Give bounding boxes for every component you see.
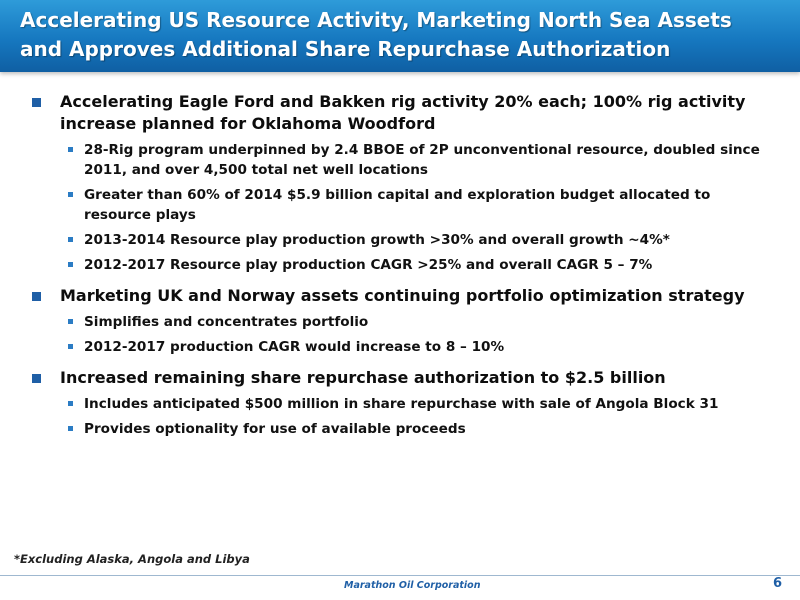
sub-bullet-text: 2013-2014 Resource play production growth >30% and overall growth ~4%* — [84, 232, 670, 248]
sub-bullet-item — [0, 312, 800, 332]
sub-bullet-item — [0, 394, 800, 414]
square-bullet-icon — [32, 374, 41, 383]
slide-title: Accelerating US Resource Activity, Marketing North Sea Assets and Approves Additional Share Repurchase Authorization — [20, 8, 732, 61]
title-banner — [0, 0, 800, 72]
small-square-bullet-icon — [68, 401, 73, 406]
footer-company-name: Marathon Oil Corporation — [344, 580, 481, 591]
small-square-bullet-icon — [68, 237, 73, 242]
sub-bullet-item — [0, 230, 800, 250]
bullet-group-3 — [0, 367, 800, 439]
footnote: *Excluding Alaska, Angola and Libya — [14, 552, 250, 566]
footer-divider — [0, 575, 800, 576]
page-number: 6 — [772, 576, 782, 591]
sub-bullet-text: Includes anticipated $500 million in share repurchase with sale of Angola Block 31 — [84, 396, 719, 412]
sub-bullet-item — [0, 185, 800, 225]
small-square-bullet-icon — [68, 426, 73, 431]
sub-bullet-item — [0, 419, 800, 439]
sub-bullet-text: Provides optionality for use of available proceeds — [84, 421, 466, 437]
sub-bullet-text: 28-Rig program underpinned by 2.4 BBOE of 2P unconventional resource, doubled since 2011, and over 4,500 total net well locations — [84, 142, 760, 178]
bullet-item — [0, 91, 800, 135]
square-bullet-icon — [32, 292, 41, 301]
small-square-bullet-icon — [68, 147, 73, 152]
small-square-bullet-icon — [68, 192, 73, 197]
sub-bullet-item — [0, 140, 800, 180]
bullet-text: Increased remaining share repurchase authorization to $2.5 billion — [60, 368, 666, 387]
small-square-bullet-icon — [68, 262, 73, 267]
sub-bullet-text: Simplifies and concentrates portfolio — [84, 314, 369, 330]
bullet-group-1 — [0, 91, 800, 275]
bullet-item — [0, 367, 800, 389]
sub-bullet-item — [0, 255, 800, 275]
bullet-text: Accelerating Eagle Ford and Bakken rig activity 20% each; 100% rig activity increase planned for Oklahoma Woodford — [60, 92, 746, 133]
bullet-list — [0, 91, 800, 449]
square-bullet-icon — [32, 98, 41, 107]
bullet-item — [0, 285, 800, 307]
small-square-bullet-icon — [68, 319, 73, 324]
sub-bullet-text: Greater than 60% of 2014 $5.9 billion capital and exploration budget allocated to resource plays — [84, 187, 711, 223]
small-square-bullet-icon — [68, 344, 73, 349]
sub-bullet-text: 2012-2017 production CAGR would increase to 8 – 10% — [84, 339, 505, 355]
sub-bullet-text: 2012-2017 Resource play production CAGR >25% and overall CAGR 5 – 7% — [84, 257, 653, 273]
bullet-text: Marketing UK and Norway assets continuing portfolio optimization strategy — [60, 286, 745, 305]
sub-bullet-item — [0, 337, 800, 357]
bullet-group-2 — [0, 285, 800, 357]
